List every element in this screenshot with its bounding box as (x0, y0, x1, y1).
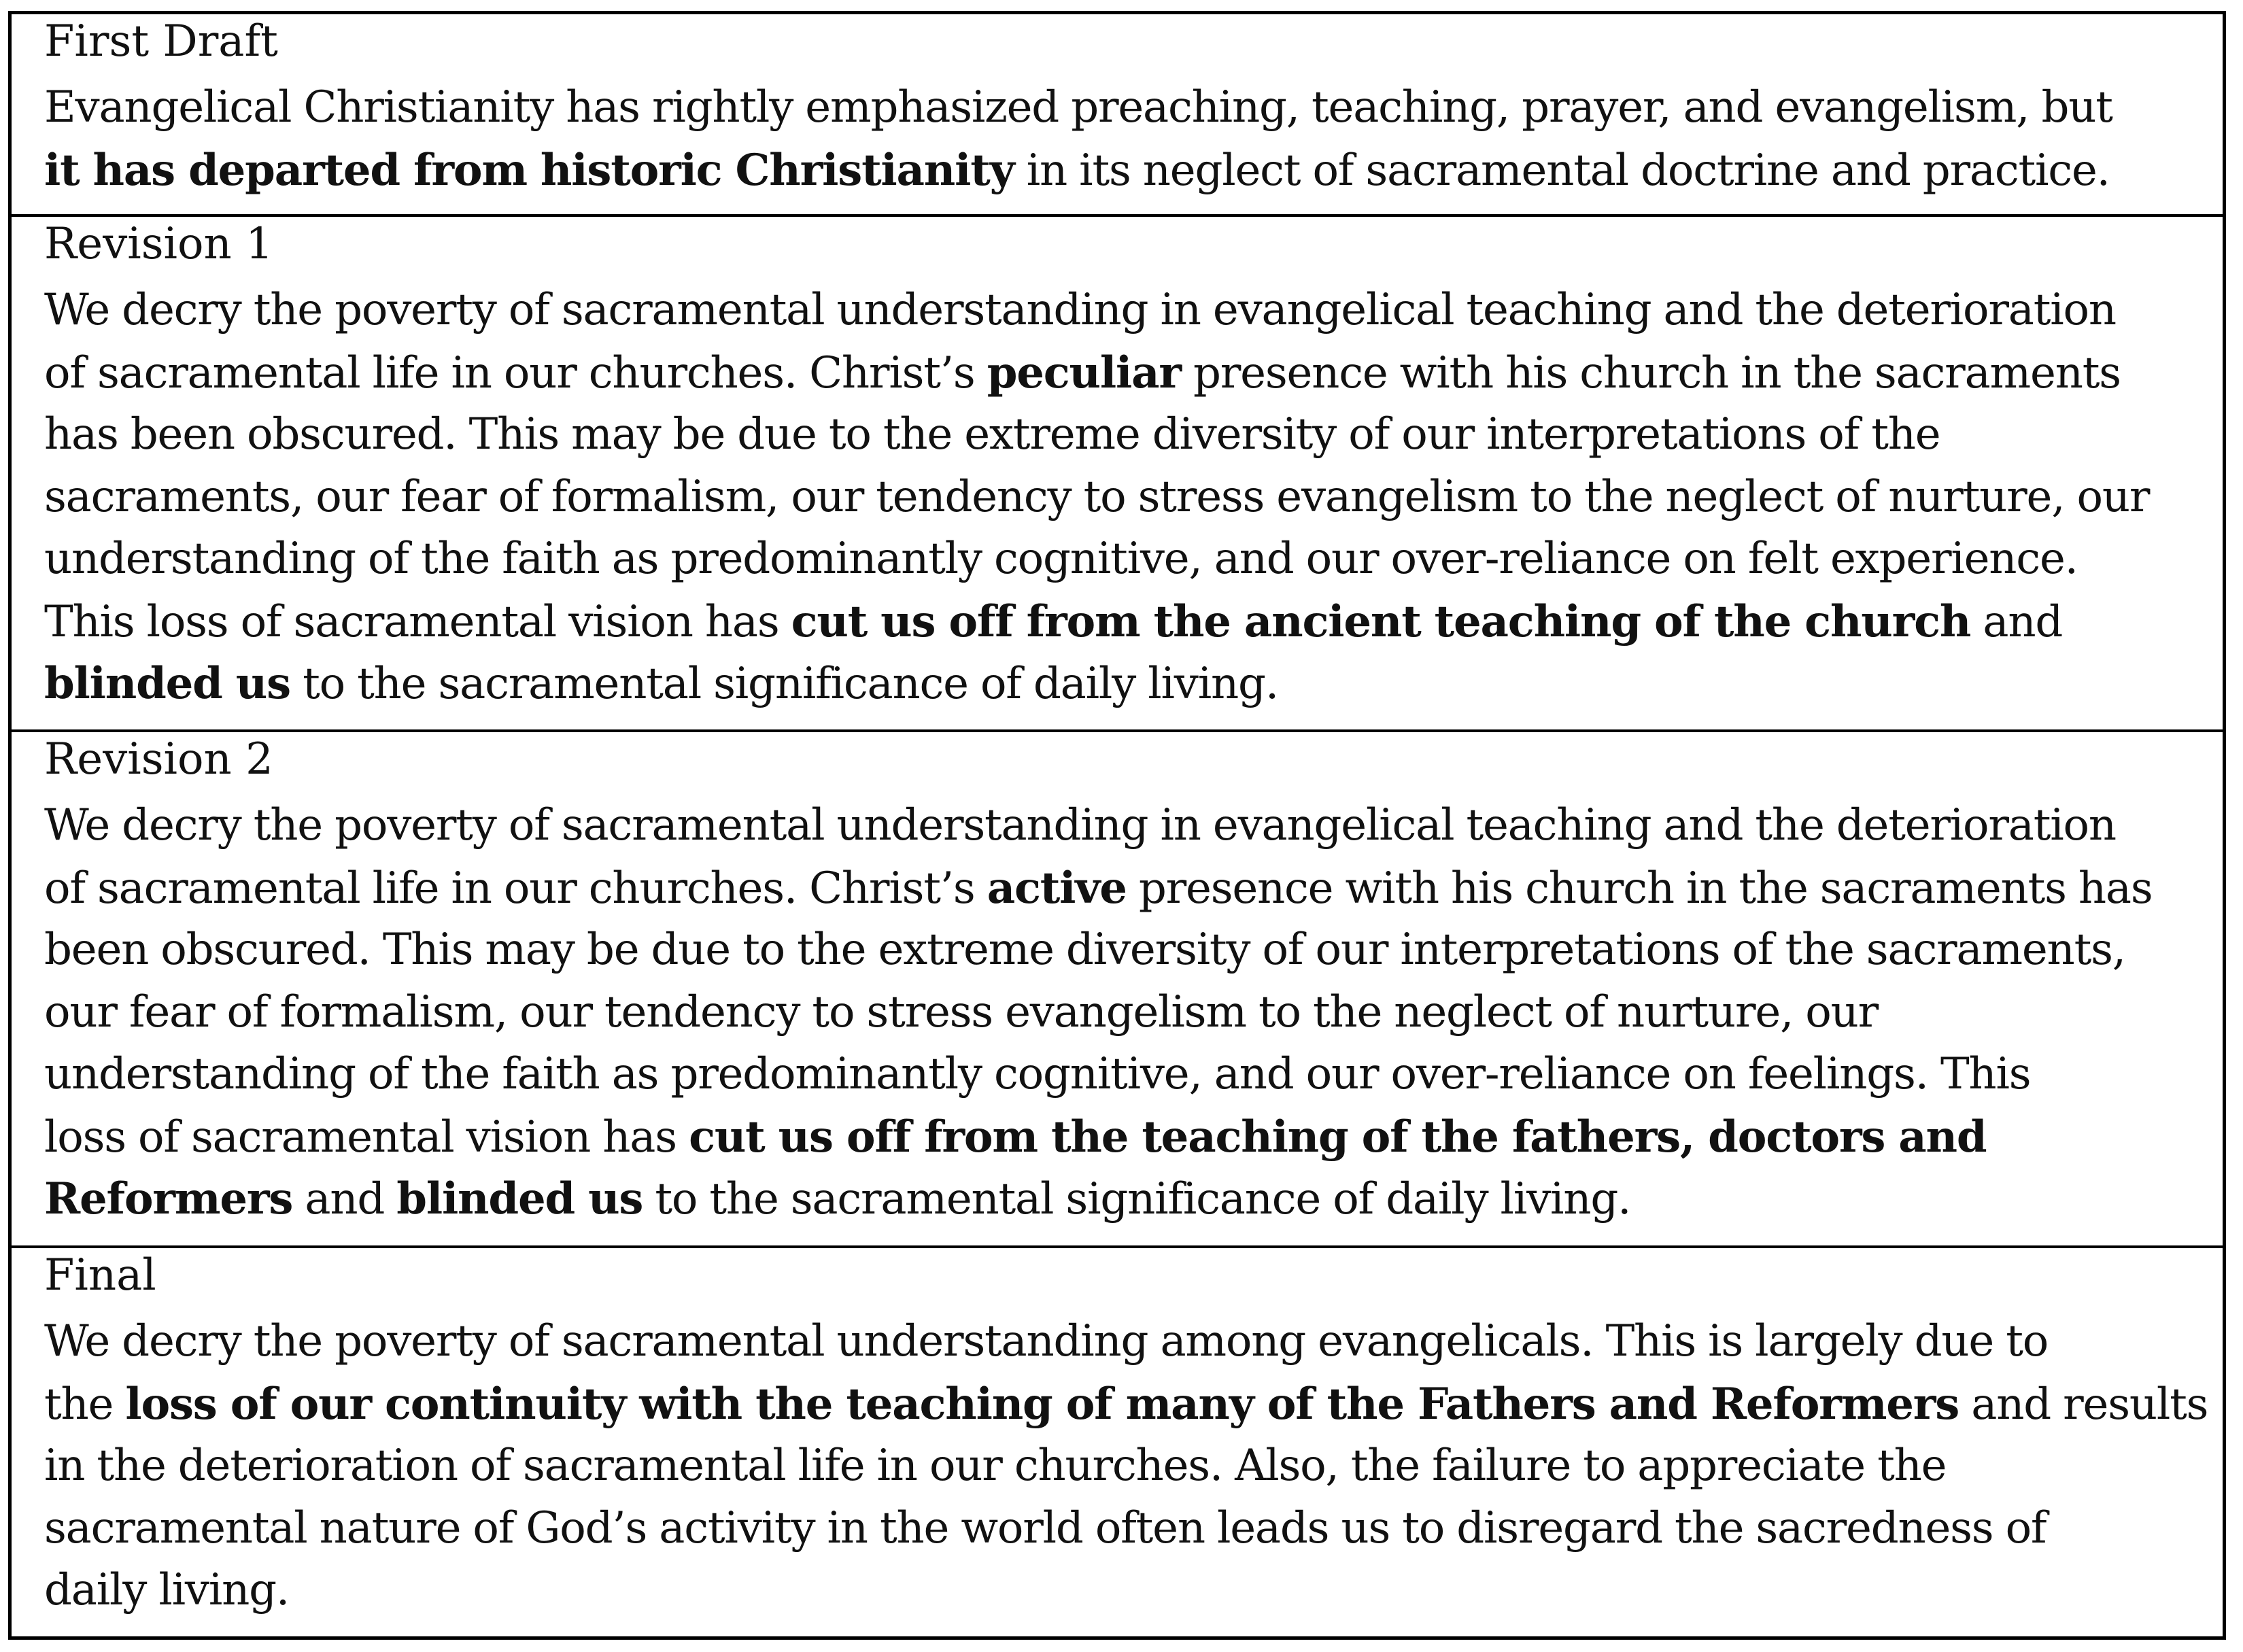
text-run: Evangelical Christianity has rightly emphasized preaching, teaching, prayer, and evangelism, but (44, 82, 2112, 133)
text-line (44, 466, 2195, 529)
section-heading: Revision 1 (44, 219, 273, 269)
text-run: and results (1959, 1379, 2208, 1430)
text-line (44, 1106, 2195, 1169)
text-run: loss of sacramental vision has (44, 1112, 689, 1163)
text-run: We decry the poverty of sacramental understanding among evangelicals. This is largely due to (44, 1316, 2049, 1366)
text-line (44, 919, 2195, 982)
section-body (44, 77, 2195, 201)
text-line (44, 1044, 2195, 1106)
text-run: presence with his church in the sacraments (1180, 347, 2121, 398)
text-run: of sacramental life in our churches. Christ’s (44, 863, 987, 914)
section-revision-1 (12, 214, 2223, 729)
emphasis-text: it has departed from historic Christianity (44, 144, 1014, 196)
text-run: We decry the poverty of sacramental understanding in evangelical teaching and the deterioration (44, 800, 2116, 850)
emphasis-text: peculiar (987, 347, 1181, 398)
text-line (44, 404, 2195, 466)
text-line (44, 1373, 2208, 1436)
text-line (44, 982, 2195, 1044)
text-line (44, 653, 2195, 715)
text-run: our fear of formalism, our tendency to stress evangelism to the neglect of nurture, our (44, 986, 1879, 1037)
text-line (44, 342, 2195, 405)
text-run: to the sacramental significance of daily living. (643, 1174, 1631, 1224)
text-line (44, 77, 2195, 139)
emphasis-text: active (987, 862, 1127, 914)
text-run: understanding of the faith as predominantly cognitive, and our over-reliance on felt experience. (44, 534, 2078, 584)
text-line (44, 795, 2195, 857)
text-run: We decry the poverty of sacramental understanding in evangelical teaching and the deterioration (44, 285, 2116, 335)
text-run: to the sacramental significance of daily living. (290, 659, 1278, 709)
section-heading: Final (44, 1250, 156, 1301)
revision-comparison-table (8, 11, 2226, 1640)
text-line (44, 1311, 2195, 1373)
text-line (44, 528, 2195, 591)
text-run: sacraments, our fear of formalism, our tendency to stress evangelism to the neglect of nurture, our (44, 471, 2150, 522)
text-run: in its neglect of sacramental doctrine and practice. (1014, 145, 2110, 196)
text-run: been obscured. This may be due to the extreme diversity of our interpretations of the sacraments, (44, 925, 2125, 975)
emphasis-text: cut us off from the teaching of the fathers, doctors and (689, 1111, 1987, 1163)
text-line (44, 591, 2195, 653)
section-heading: Revision 2 (44, 734, 273, 785)
text-run: and (1970, 596, 2063, 647)
text-line (44, 1168, 2195, 1231)
emphasis-text: loss of our continuity with the teaching of many of the Fathers and Reformers (125, 1378, 1959, 1430)
emphasis-text: blinded us (44, 658, 290, 709)
text-run: the (44, 1379, 126, 1430)
section-body (44, 1311, 2208, 1622)
text-run: has been obscured. This may be due to the extreme diversity of our interpretations of the (44, 409, 1940, 460)
text-run: and (292, 1174, 397, 1224)
text-run: in the deterioration of sacramental life in our churches. Also, the failure to appreciate the (44, 1441, 1947, 1491)
section-first-draft (12, 14, 2223, 214)
emphasis-text: Reformers (44, 1173, 293, 1224)
section-revision-2 (12, 729, 2223, 1245)
text-line (44, 1435, 2195, 1498)
emphasis-text: cut us off from the ancient teaching of the church (791, 596, 1971, 647)
text-line (44, 1498, 2195, 1560)
text-line (44, 1560, 2195, 1622)
section-body (44, 795, 2195, 1231)
text-line (44, 279, 2195, 342)
text-run: of sacramental life in our churches. Christ’s (44, 347, 987, 398)
text-run: daily living. (44, 1565, 290, 1615)
section-final (12, 1245, 2223, 1636)
text-run: sacramental nature of God’s activity in the world often leads us to disregard the sacredness of (44, 1502, 2047, 1553)
section-heading: First Draft (44, 16, 278, 67)
text-run: presence with his church in the sacraments has (1126, 863, 2153, 914)
section-body (44, 279, 2195, 715)
text-line (44, 857, 2195, 920)
text-run: This loss of sacramental vision has (44, 596, 791, 647)
emphasis-text: blinded us (396, 1173, 643, 1224)
text-line (44, 139, 2195, 202)
text-run: understanding of the faith as predominantly cognitive, and our over-reliance on feelings. This (44, 1049, 2031, 1099)
